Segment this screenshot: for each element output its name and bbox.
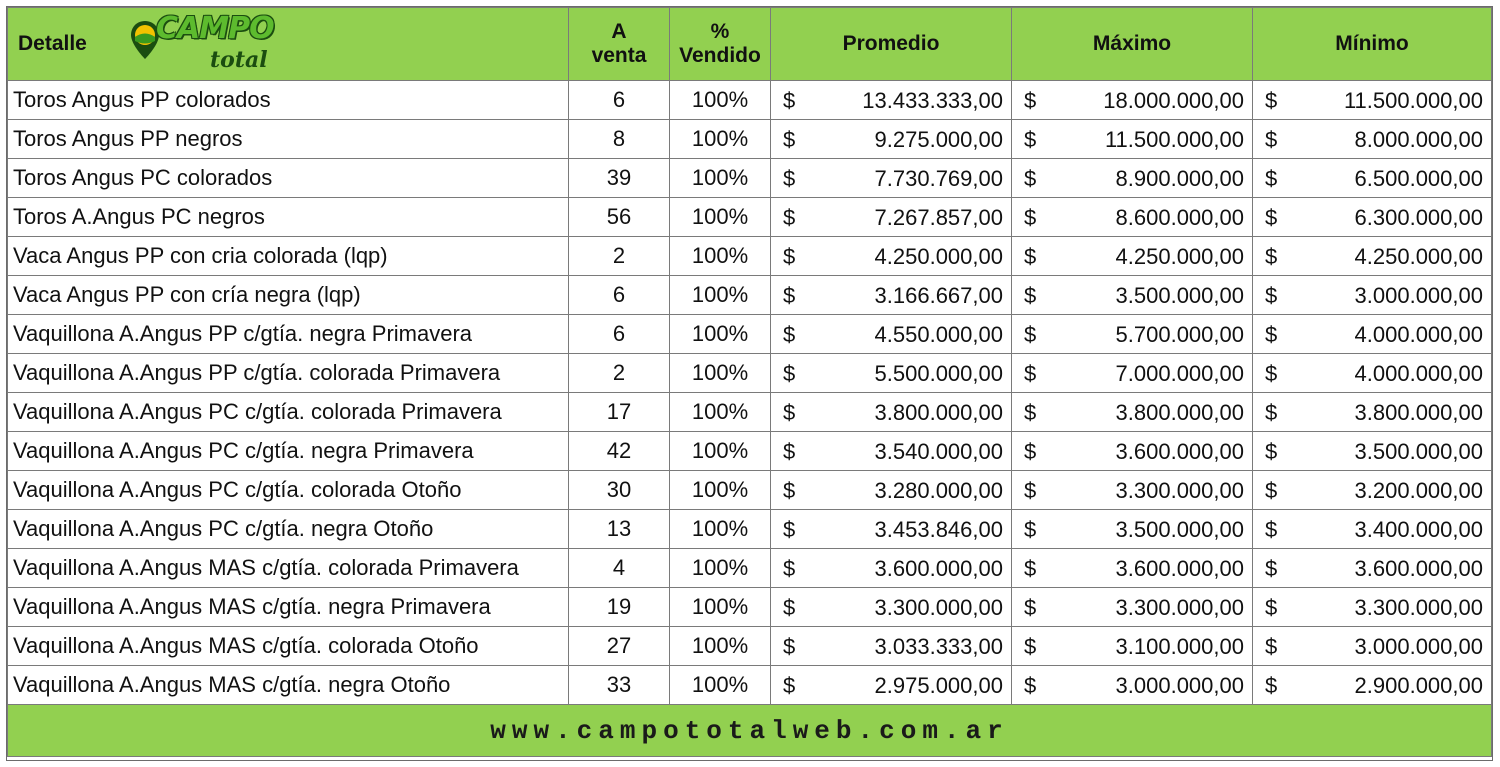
currency-symbol: $ bbox=[1024, 673, 1037, 698]
cell-maximo bbox=[1012, 510, 1253, 549]
currency-symbol: $ bbox=[1265, 439, 1278, 464]
maximo-value: 3.500.000,00 bbox=[1115, 517, 1244, 542]
table-row bbox=[8, 432, 1492, 471]
cell-a-venta: 33 bbox=[569, 666, 670, 705]
cell-detalle: Vaquillona A.Angus MAS c/gtía. negra Primavera bbox=[8, 588, 569, 627]
currency-symbol: $ bbox=[1265, 166, 1278, 191]
table-row bbox=[8, 276, 1492, 315]
maximo-value: 3.000.000,00 bbox=[1115, 673, 1244, 698]
cell-minimo bbox=[1253, 81, 1492, 120]
cell-vendido: 100% bbox=[670, 276, 771, 315]
cell-maximo bbox=[1012, 432, 1253, 471]
cell-minimo bbox=[1253, 627, 1492, 666]
header-a-venta bbox=[569, 8, 670, 81]
minimo-value: 11.500.000,00 bbox=[1343, 88, 1483, 113]
promedio-value: 3.453.846,00 bbox=[874, 517, 1003, 542]
promedio-value: 3.300.000,00 bbox=[874, 595, 1003, 620]
cell-promedio bbox=[771, 81, 1012, 120]
cell-maximo bbox=[1012, 276, 1253, 315]
currency-symbol: $ bbox=[1024, 634, 1037, 659]
maximo-value: 11.500.000,00 bbox=[1104, 127, 1244, 152]
cell-vendido: 100% bbox=[670, 198, 771, 237]
table-row bbox=[8, 471, 1492, 510]
cell-detalle: Vaquillona A.Angus MAS c/gtía. negra Otoño bbox=[8, 666, 569, 705]
cell-detalle: Vaca Angus PP con cría negra (lqp) bbox=[8, 276, 569, 315]
maximo-value: 4.250.000,00 bbox=[1115, 244, 1244, 269]
minimo-value: 3.400.000,00 bbox=[1354, 517, 1483, 542]
maximo-value: 3.500.000,00 bbox=[1115, 283, 1244, 308]
cell-promedio bbox=[771, 471, 1012, 510]
cell-maximo bbox=[1012, 549, 1253, 588]
table-row bbox=[8, 627, 1492, 666]
currency-symbol: $ bbox=[783, 673, 796, 698]
currency-symbol: $ bbox=[783, 244, 796, 269]
currency-symbol: $ bbox=[783, 361, 796, 386]
cell-vendido: 100% bbox=[670, 471, 771, 510]
currency-symbol: $ bbox=[1265, 322, 1278, 347]
currency-symbol: $ bbox=[1265, 595, 1278, 620]
currency-symbol: $ bbox=[1024, 517, 1037, 542]
cell-vendido: 100% bbox=[670, 81, 771, 120]
cell-vendido: 100% bbox=[670, 432, 771, 471]
header-vendido bbox=[670, 8, 771, 81]
cell-minimo bbox=[1253, 276, 1492, 315]
minimo-value: 3.000.000,00 bbox=[1354, 634, 1483, 659]
table-row bbox=[8, 237, 1492, 276]
promedio-value: 2.975.000,00 bbox=[874, 673, 1003, 698]
cell-promedio bbox=[771, 315, 1012, 354]
cell-vendido: 100% bbox=[670, 315, 771, 354]
currency-symbol: $ bbox=[1024, 322, 1037, 347]
currency-symbol: $ bbox=[1024, 88, 1037, 113]
cell-maximo bbox=[1012, 237, 1253, 276]
cell-a-venta: 2 bbox=[569, 354, 670, 393]
cell-maximo bbox=[1012, 159, 1253, 198]
currency-symbol: $ bbox=[1024, 556, 1037, 581]
currency-symbol: $ bbox=[1265, 517, 1278, 542]
cell-maximo bbox=[1012, 315, 1253, 354]
cell-detalle: Vaquillona A.Angus PC c/gtía. colorada Primavera bbox=[8, 393, 569, 432]
currency-symbol: $ bbox=[783, 400, 796, 425]
cell-promedio bbox=[771, 393, 1012, 432]
results-table-frame bbox=[6, 6, 1493, 761]
currency-symbol: $ bbox=[783, 439, 796, 464]
table-row bbox=[8, 354, 1492, 393]
currency-symbol: $ bbox=[1024, 166, 1037, 191]
cell-promedio bbox=[771, 159, 1012, 198]
currency-symbol: $ bbox=[1024, 439, 1037, 464]
currency-symbol: $ bbox=[1265, 400, 1278, 425]
cell-detalle: Vaquillona A.Angus PC c/gtía. colorada Otoño bbox=[8, 471, 569, 510]
table-row bbox=[8, 510, 1492, 549]
cell-promedio bbox=[771, 510, 1012, 549]
table-row bbox=[8, 120, 1492, 159]
promedio-value: 5.500.000,00 bbox=[874, 361, 1003, 386]
currency-symbol: $ bbox=[1265, 244, 1278, 269]
currency-symbol: $ bbox=[1265, 127, 1278, 152]
cell-vendido: 100% bbox=[670, 666, 771, 705]
currency-symbol: $ bbox=[783, 634, 796, 659]
table-body bbox=[8, 81, 1492, 705]
currency-symbol: $ bbox=[1024, 244, 1037, 269]
cell-maximo bbox=[1012, 627, 1253, 666]
promedio-value: 3.166.667,00 bbox=[874, 283, 1003, 308]
cell-a-venta: 13 bbox=[569, 510, 670, 549]
currency-symbol: $ bbox=[1265, 556, 1278, 581]
cell-vendido: 100% bbox=[670, 120, 771, 159]
promedio-value: 3.033.333,00 bbox=[874, 634, 1003, 659]
cell-a-venta: 27 bbox=[569, 627, 670, 666]
cell-a-venta: 4 bbox=[569, 549, 670, 588]
footer-row bbox=[8, 705, 1492, 757]
promedio-value: 9.275.000,00 bbox=[874, 127, 1003, 152]
maximo-value: 7.000.000,00 bbox=[1115, 361, 1244, 386]
cell-promedio bbox=[771, 627, 1012, 666]
logo-wordmark: CAMPO bbox=[156, 11, 274, 46]
cell-a-venta: 42 bbox=[569, 432, 670, 471]
maximo-value: 3.600.000,00 bbox=[1115, 439, 1244, 464]
cell-detalle: Vaquillona A.Angus PC c/gtía. negra Otoño bbox=[8, 510, 569, 549]
currency-symbol: $ bbox=[1265, 283, 1278, 308]
campo-total-logo bbox=[130, 11, 288, 74]
header-vendido-line1: % bbox=[710, 20, 730, 43]
minimo-value: 2.900.000,00 bbox=[1354, 673, 1483, 698]
cell-detalle: Toros Angus PP colorados bbox=[8, 81, 569, 120]
cell-minimo bbox=[1253, 354, 1492, 393]
header-a-venta-line2: venta bbox=[591, 44, 647, 67]
cell-a-venta: 6 bbox=[569, 276, 670, 315]
cell-minimo bbox=[1253, 471, 1492, 510]
currency-symbol: $ bbox=[1265, 88, 1278, 113]
table-row bbox=[8, 159, 1492, 198]
cell-maximo bbox=[1012, 198, 1253, 237]
currency-symbol: $ bbox=[783, 517, 796, 542]
cell-a-venta: 19 bbox=[569, 588, 670, 627]
cell-vendido: 100% bbox=[670, 510, 771, 549]
cell-a-venta: 30 bbox=[569, 471, 670, 510]
cell-promedio bbox=[771, 276, 1012, 315]
currency-symbol: $ bbox=[1024, 478, 1037, 503]
cell-maximo bbox=[1012, 120, 1253, 159]
minimo-value: 3.800.000,00 bbox=[1354, 400, 1483, 425]
minimo-value: 4.000.000,00 bbox=[1354, 322, 1483, 347]
currency-symbol: $ bbox=[1265, 673, 1278, 698]
currency-symbol: $ bbox=[783, 595, 796, 620]
cell-detalle: Vaquillona A.Angus PC c/gtía. negra Primavera bbox=[8, 432, 569, 471]
currency-symbol: $ bbox=[1024, 127, 1037, 152]
promedio-value: 7.730.769,00 bbox=[874, 166, 1003, 191]
cell-minimo bbox=[1253, 120, 1492, 159]
cell-minimo bbox=[1253, 588, 1492, 627]
cell-a-venta: 6 bbox=[569, 81, 670, 120]
cell-vendido: 100% bbox=[670, 237, 771, 276]
cell-vendido: 100% bbox=[670, 393, 771, 432]
table-row bbox=[8, 393, 1492, 432]
cell-minimo bbox=[1253, 315, 1492, 354]
minimo-value: 3.300.000,00 bbox=[1354, 595, 1483, 620]
currency-symbol: $ bbox=[1024, 205, 1037, 230]
cell-detalle: Vaquillona A.Angus MAS c/gtía. colorada Otoño bbox=[8, 627, 569, 666]
currency-symbol: $ bbox=[1024, 595, 1037, 620]
cell-detalle: Toros A.Angus PC negros bbox=[8, 198, 569, 237]
currency-symbol: $ bbox=[1265, 361, 1278, 386]
cell-a-venta: 2 bbox=[569, 237, 670, 276]
cell-detalle: Toros Angus PC colorados bbox=[8, 159, 569, 198]
currency-symbol: $ bbox=[1265, 634, 1278, 659]
cell-maximo bbox=[1012, 666, 1253, 705]
promedio-value: 3.280.000,00 bbox=[874, 478, 1003, 503]
currency-symbol: $ bbox=[1265, 205, 1278, 230]
promedio-value: 13.433.333,00 bbox=[862, 88, 1003, 113]
auction-results-table bbox=[7, 7, 1492, 757]
cell-detalle: Toros Angus PP negros bbox=[8, 120, 569, 159]
maximo-value: 5.700.000,00 bbox=[1115, 322, 1244, 347]
cell-minimo bbox=[1253, 198, 1492, 237]
cell-a-venta: 6 bbox=[569, 315, 670, 354]
currency-symbol: $ bbox=[1024, 400, 1037, 425]
currency-symbol: $ bbox=[783, 205, 796, 230]
cell-maximo bbox=[1012, 354, 1253, 393]
cell-minimo bbox=[1253, 237, 1492, 276]
cell-minimo bbox=[1253, 666, 1492, 705]
maximo-value: 3.600.000,00 bbox=[1115, 556, 1244, 581]
header-minimo: Mínimo bbox=[1253, 8, 1492, 81]
currency-symbol: $ bbox=[783, 556, 796, 581]
minimo-value: 6.300.000,00 bbox=[1354, 205, 1483, 230]
cell-minimo bbox=[1253, 393, 1492, 432]
header-detalle-label: Detalle bbox=[18, 32, 87, 55]
currency-symbol: $ bbox=[783, 478, 796, 503]
cell-promedio bbox=[771, 549, 1012, 588]
currency-symbol: $ bbox=[783, 127, 796, 152]
cell-promedio bbox=[771, 354, 1012, 393]
currency-symbol: $ bbox=[783, 88, 796, 113]
table-row bbox=[8, 198, 1492, 237]
cell-promedio bbox=[771, 432, 1012, 471]
currency-symbol: $ bbox=[783, 322, 796, 347]
cell-vendido: 100% bbox=[670, 627, 771, 666]
cell-a-venta: 39 bbox=[569, 159, 670, 198]
cell-vendido: 100% bbox=[670, 159, 771, 198]
promedio-value: 3.600.000,00 bbox=[874, 556, 1003, 581]
maximo-value: 3.100.000,00 bbox=[1115, 634, 1244, 659]
cell-maximo bbox=[1012, 81, 1253, 120]
header-maximo: Máximo bbox=[1012, 8, 1253, 81]
table-row bbox=[8, 666, 1492, 705]
header-a-venta-line1: A bbox=[611, 20, 627, 43]
currency-symbol: $ bbox=[1024, 361, 1037, 386]
minimo-value: 3.000.000,00 bbox=[1354, 283, 1483, 308]
minimo-value: 3.500.000,00 bbox=[1354, 439, 1483, 464]
cell-detalle: Vaquillona A.Angus PP c/gtía. colorada Primavera bbox=[8, 354, 569, 393]
website-footer: www.campototalweb.com.ar bbox=[8, 705, 1492, 757]
cell-maximo bbox=[1012, 471, 1253, 510]
cell-a-venta: 17 bbox=[569, 393, 670, 432]
minimo-value: 3.200.000,00 bbox=[1354, 478, 1483, 503]
currency-symbol: $ bbox=[1024, 283, 1037, 308]
cell-a-venta: 8 bbox=[569, 120, 670, 159]
minimo-value: 6.500.000,00 bbox=[1354, 166, 1483, 191]
promedio-value: 4.550.000,00 bbox=[874, 322, 1003, 347]
minimo-value: 4.000.000,00 bbox=[1354, 361, 1483, 386]
maximo-value: 18.000.000,00 bbox=[1103, 88, 1244, 113]
header-vendido-line2: Vendido bbox=[679, 44, 761, 67]
table-row bbox=[8, 315, 1492, 354]
cell-vendido: 100% bbox=[670, 549, 771, 588]
table-row bbox=[8, 81, 1492, 120]
minimo-value: 4.250.000,00 bbox=[1354, 244, 1483, 269]
cell-a-venta: 56 bbox=[569, 198, 670, 237]
cell-vendido: 100% bbox=[670, 588, 771, 627]
cell-minimo bbox=[1253, 432, 1492, 471]
cell-minimo bbox=[1253, 159, 1492, 198]
cell-maximo bbox=[1012, 393, 1253, 432]
cell-detalle: Vaquillona A.Angus MAS c/gtía. colorada Primavera bbox=[8, 549, 569, 588]
cell-detalle: Vaca Angus PP con cria colorada (lqp) bbox=[8, 237, 569, 276]
maximo-value: 3.800.000,00 bbox=[1115, 400, 1244, 425]
cell-maximo bbox=[1012, 588, 1253, 627]
maximo-value: 8.900.000,00 bbox=[1115, 166, 1244, 191]
table-row bbox=[8, 588, 1492, 627]
header-detalle bbox=[8, 8, 569, 81]
table-row bbox=[8, 549, 1492, 588]
cell-vendido: 100% bbox=[670, 354, 771, 393]
cell-minimo bbox=[1253, 510, 1492, 549]
header-promedio: Promedio bbox=[771, 8, 1012, 81]
table-header-row bbox=[8, 8, 1492, 81]
currency-symbol: $ bbox=[1265, 478, 1278, 503]
maximo-value: 3.300.000,00 bbox=[1115, 595, 1244, 620]
promedio-value: 7.267.857,00 bbox=[874, 205, 1003, 230]
minimo-value: 3.600.000,00 bbox=[1354, 556, 1483, 581]
cell-promedio bbox=[771, 237, 1012, 276]
minimo-value: 8.000.000,00 bbox=[1354, 127, 1483, 152]
cell-promedio bbox=[771, 666, 1012, 705]
maximo-value: 3.300.000,00 bbox=[1115, 478, 1244, 503]
currency-symbol: $ bbox=[783, 283, 796, 308]
cell-detalle: Vaquillona A.Angus PP c/gtía. negra Primavera bbox=[8, 315, 569, 354]
maximo-value: 8.600.000,00 bbox=[1115, 205, 1244, 230]
currency-symbol: $ bbox=[783, 166, 796, 191]
promedio-value: 4.250.000,00 bbox=[874, 244, 1003, 269]
promedio-value: 3.800.000,00 bbox=[874, 400, 1003, 425]
cell-promedio bbox=[771, 120, 1012, 159]
logo-subtitle: total bbox=[210, 47, 268, 73]
cell-promedio bbox=[771, 588, 1012, 627]
promedio-value: 3.540.000,00 bbox=[874, 439, 1003, 464]
cell-promedio bbox=[771, 198, 1012, 237]
cell-minimo bbox=[1253, 549, 1492, 588]
